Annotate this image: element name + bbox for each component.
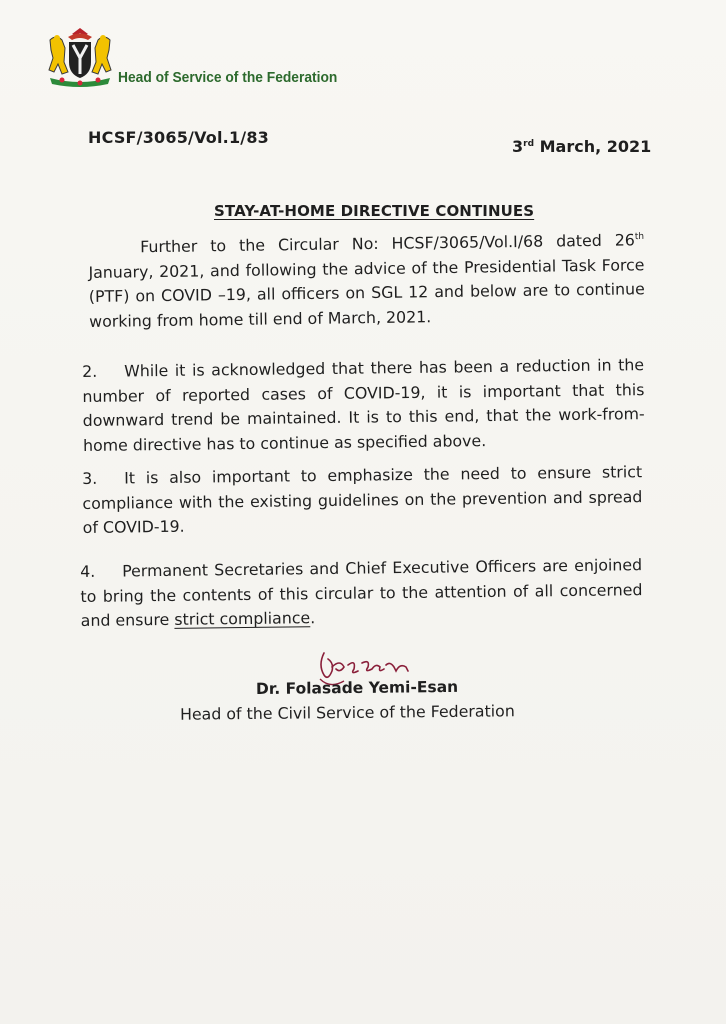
- paragraph-2-text: While it is acknowledged that there has been a reduction in the number of reported cases of COVID-19, it is important that this downward trend be maintained. It is to this end, that the work-from-home directive has to continue as specified above.: [82, 355, 645, 455]
- signatory-title: Head of the Civil Service of the Federation: [179, 701, 515, 724]
- paragraph-4-text: Permanent Secretaries and Chief Executive Officers are enjoined to bring the contents of this circular to the attention of all concerned and ensure: [80, 555, 643, 630]
- document-title: STAY-AT-HOME DIRECTIVE CONTINUES: [214, 202, 535, 220]
- paragraph-1-after: January, 2021, and following the advice of the Presidential Task Force (PTF) on COVID –19, all officers on SGL 12 and below are to continue working from home till end of March, 2021.: [88, 254, 645, 331]
- paragraph-4-number: 4.: [80, 561, 96, 581]
- date-suffix: rd: [523, 139, 535, 149]
- paragraph-2-number: 2.: [82, 361, 98, 381]
- reference-number: HCSF/3065/Vol.1/83: [88, 128, 270, 147]
- paragraph-1-before: Further to the Circular No: HCSF/3065/Vol.I/68 dated 26: [140, 230, 636, 257]
- paragraph-3: [82, 460, 643, 540]
- organization-name: Head of Service of the Federation: [118, 69, 338, 86]
- paragraph-1: [88, 228, 645, 334]
- paragraph-4-end: .: [310, 608, 316, 628]
- paragraph-4: [80, 553, 643, 633]
- paragraph-1-sup: th: [634, 231, 645, 243]
- paragraph-2: [82, 353, 645, 458]
- letterhead: [38, 24, 398, 94]
- paragraph-3-number: 3.: [82, 468, 98, 488]
- coat-of-arms-icon: [42, 28, 118, 90]
- date-rest: March, 2021: [534, 137, 652, 156]
- date-day: 3: [512, 137, 524, 156]
- paragraph-4-emphasis: strict compliance: [174, 608, 311, 629]
- paragraph-3-text: It is also important to emphasize the need to ensure strict compliance with the existing guidelines on the prevention and spread of COVID-19.: [82, 462, 643, 537]
- signatory-name: Dr. Folasade Yemi-Esan: [255, 677, 459, 699]
- document-date: [512, 137, 651, 156]
